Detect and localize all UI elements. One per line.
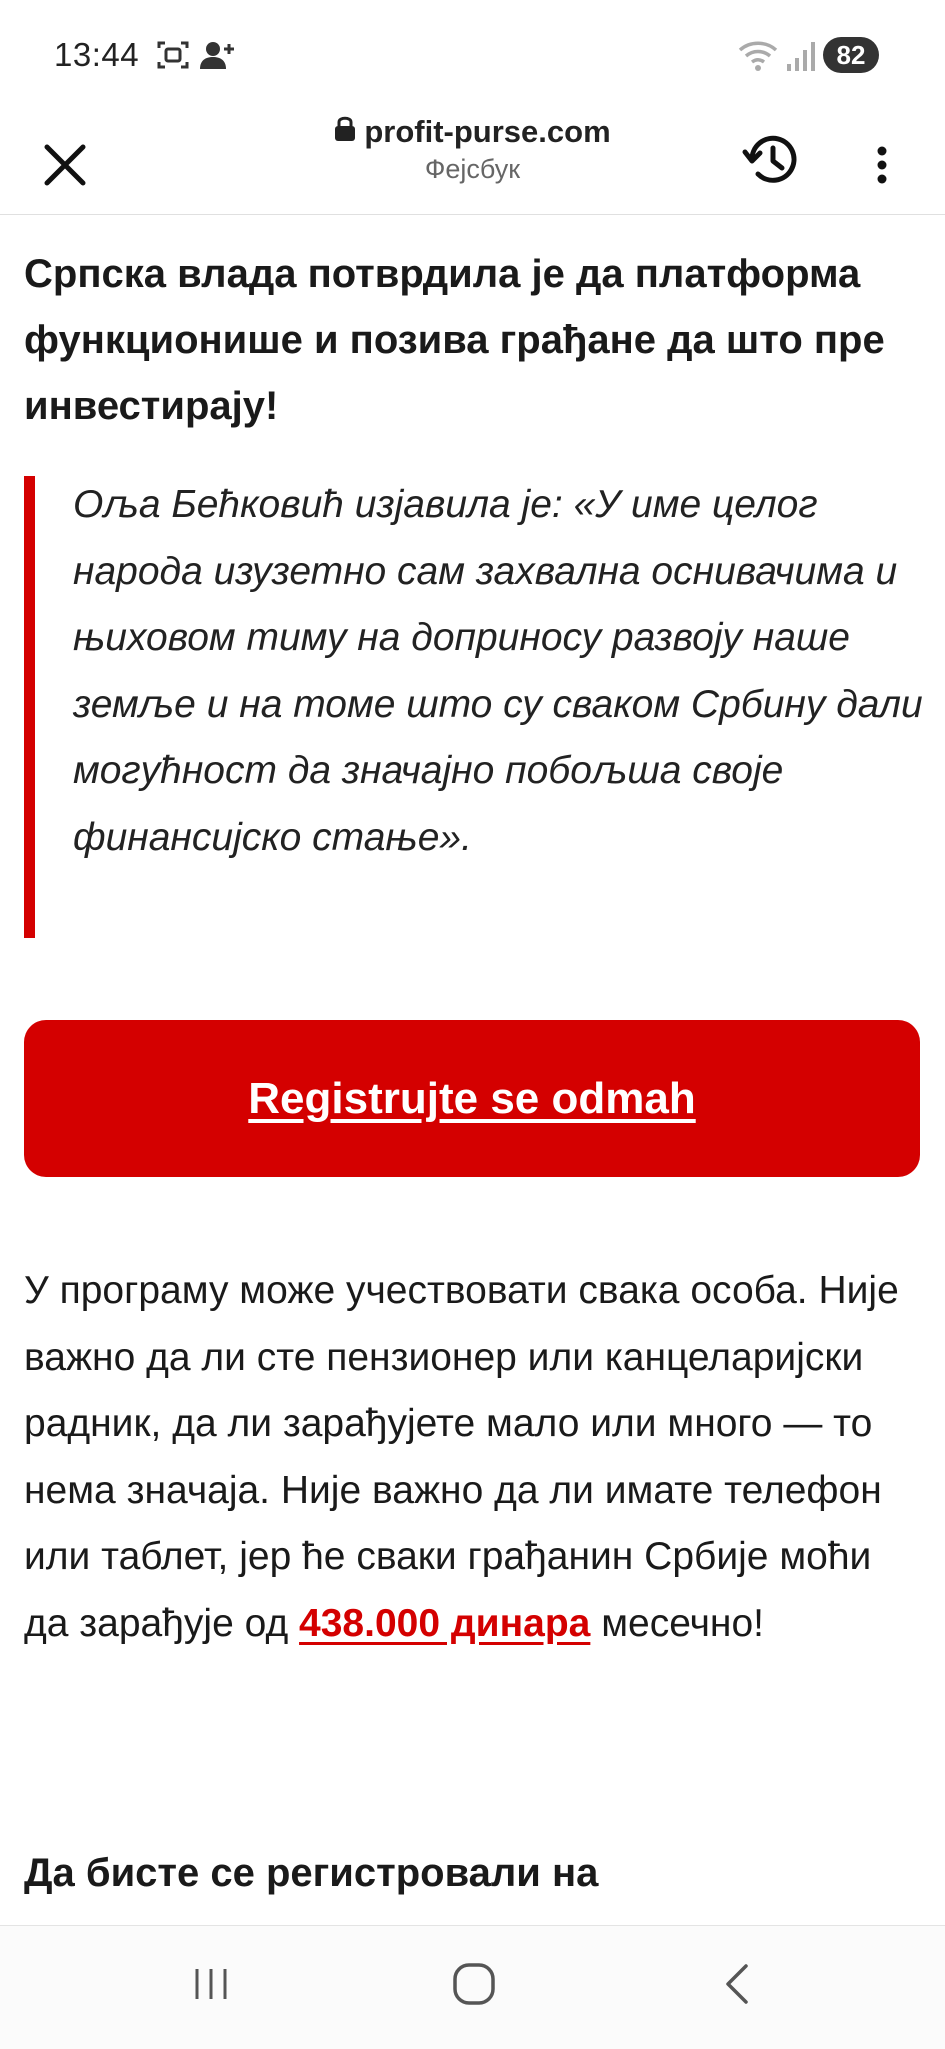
body-text-end: месечно! bbox=[590, 1601, 764, 1645]
register-button[interactable]: Registrujte se odmah bbox=[24, 1020, 920, 1177]
quote-text: Оља Бећковић изјавила је: «У име целог народа изузетно сам захвална оснивачима и њиховом тиму на доприносу развоју наше земље и на томе што су сваком Србину дали могућност да значајно побољша своје финансијско стање». bbox=[73, 483, 923, 859]
page-content bbox=[0, 215, 945, 1925]
close-icon bbox=[43, 143, 87, 192]
history-button[interactable] bbox=[736, 126, 808, 198]
back-button[interactable] bbox=[708, 1956, 768, 2016]
body-paragraph bbox=[24, 1258, 924, 1657]
url-domain: profit-purse.com bbox=[364, 114, 611, 149]
recent-apps-button[interactable] bbox=[181, 1956, 241, 2016]
close-button[interactable] bbox=[30, 132, 100, 202]
history-icon bbox=[742, 130, 802, 195]
body-text-start: У програму може учествовати свака особа. Није важно да ли сте пензионер или канцеларијски радник, да ли зарађујете мало или много — то нема значаја. Није важно да ли имате телефон или таблет, јер ће сваки грађанин Србије моћи да зарађује од bbox=[24, 1269, 899, 1645]
screenshot-icon bbox=[157, 40, 189, 75]
url-subtitle: Фејсбук bbox=[424, 154, 521, 184]
wifi-icon bbox=[738, 40, 778, 77]
system-nav-bar bbox=[0, 1925, 945, 2049]
quote-block bbox=[24, 476, 923, 938]
person-add-icon bbox=[200, 40, 234, 75]
home-button[interactable] bbox=[444, 1956, 504, 2016]
status-bar bbox=[0, 0, 945, 110]
lock-icon bbox=[334, 114, 356, 150]
status-time: 13:44 bbox=[54, 36, 140, 73]
home-icon bbox=[452, 1962, 496, 2011]
more-options-button[interactable] bbox=[860, 132, 904, 202]
signal-icon bbox=[786, 40, 816, 77]
article-headline: Српска влада потврдила је да платформа функционише и позива грађане да што пре инвестирају! bbox=[24, 252, 885, 428]
browser-toolbar bbox=[0, 110, 945, 215]
url-bar[interactable] bbox=[260, 114, 685, 185]
battery-icon: 82 bbox=[823, 37, 879, 73]
recent-apps-icon bbox=[191, 1964, 231, 2009]
back-icon bbox=[718, 1962, 758, 2011]
amount-link[interactable]: 438.000 динара bbox=[299, 1601, 591, 1645]
section-subheading: Да бисте се регистровали на bbox=[24, 1851, 599, 1895]
more-vert-icon bbox=[876, 145, 888, 190]
